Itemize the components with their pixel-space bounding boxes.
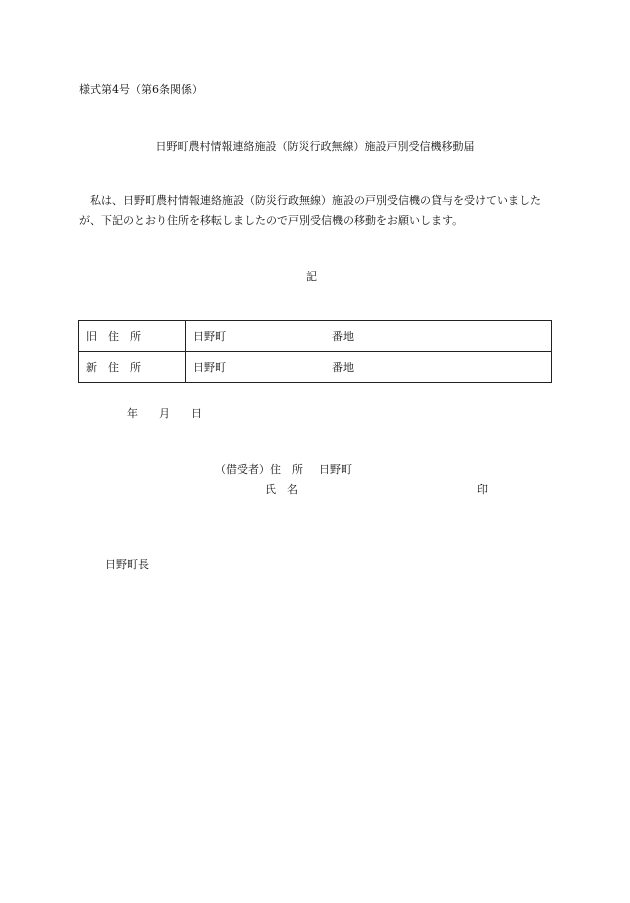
body-text: 私は、日野町農村情報連絡施設（防災行政無線）施設の戸別受信機の貸与を受けていましたが、下記のとおり住所を移転しましたので戸別受信機の移動をお願いします。 bbox=[79, 194, 541, 227]
old-address-town: 日野町 bbox=[193, 330, 226, 343]
date-year: 年 bbox=[127, 407, 138, 420]
old-address-banchi: 番地 bbox=[332, 330, 354, 343]
borrower-address-label: （借受者）住 所 bbox=[215, 463, 303, 476]
new-address-banchi: 番地 bbox=[332, 361, 354, 374]
date-line[interactable] bbox=[127, 405, 202, 421]
date-month: 月 bbox=[159, 407, 170, 420]
old-address-label: 旧 住 所 bbox=[79, 321, 186, 352]
new-address-town: 日野町 bbox=[193, 361, 226, 374]
borrower-name-label[interactable]: 氏 名 bbox=[265, 483, 298, 496]
new-address-label: 新 住 所 bbox=[79, 352, 186, 383]
addressee: 日野町長 bbox=[105, 558, 149, 571]
borrower-address-town: 日野町 bbox=[319, 463, 352, 476]
ki-heading: 記 bbox=[306, 270, 317, 283]
borrower-address[interactable] bbox=[215, 461, 352, 477]
table-row-new-address bbox=[79, 352, 552, 383]
new-address-value[interactable] bbox=[186, 352, 552, 383]
table-row-old-address bbox=[79, 321, 552, 352]
old-address-value[interactable] bbox=[186, 321, 552, 352]
date-day: 日 bbox=[191, 407, 202, 420]
form-number: 様式第4号（第6条関係） bbox=[79, 83, 203, 96]
document-title: 日野町農村情報連絡施設（防災行政無線）施設戸別受信機移動届 bbox=[155, 140, 475, 153]
seal-mark: 印 bbox=[477, 483, 488, 496]
address-table bbox=[78, 320, 552, 383]
